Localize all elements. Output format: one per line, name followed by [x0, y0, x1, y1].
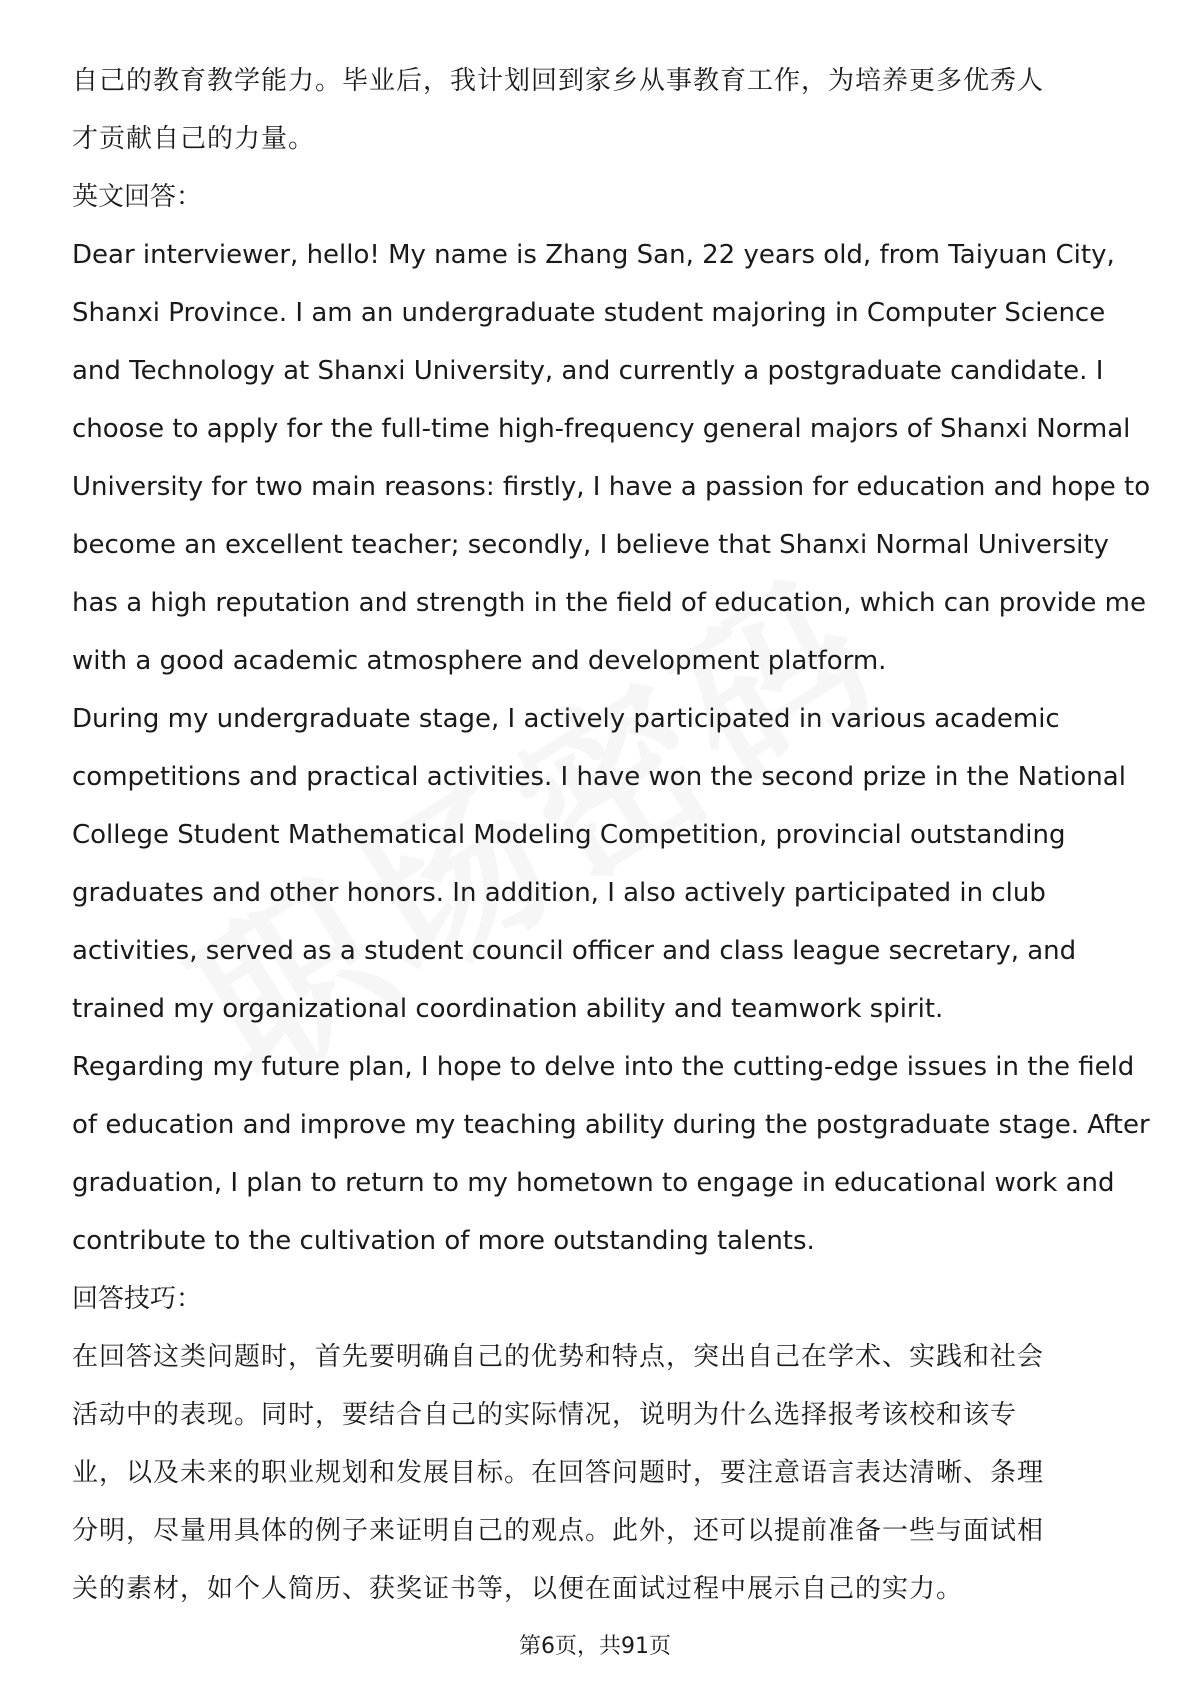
text-line: activities, served as a student council officer and class league secretary, and [72, 936, 1077, 966]
text-line: Dear interviewer, hello! My name is Zhang San, 22 years old, from Taiyuan City, [72, 240, 1115, 270]
text-line: 活动中的表现。同时，要结合自己的实际情况，说明为什么选择报考该校和该专 [72, 1400, 1018, 1430]
text-line: contribute to the cultivation of more outstanding talents. [72, 1226, 815, 1256]
text-line: has a high reputation and strength in the field of education, which can provide me [72, 588, 1146, 618]
english-answer-paragraphs [72, 226, 1151, 1270]
text-line: graduates and other honors. In addition, I also actively participated in club [72, 878, 1046, 908]
text-line: trained my organizational coordination ability and teamwork spirit. [72, 994, 944, 1024]
text-line: 业，以及未来的职业规划和发展目标。在回答问题时，要注意语言表达清晰、条理 [72, 1458, 1045, 1488]
text-line: Shanxi Province. I am an undergraduate student majoring in Computer Science [72, 298, 1106, 328]
page-number: 第6页，共91页 [519, 1634, 671, 1659]
document-body [72, 52, 1151, 1618]
text-line: 分明，尽量用具体的例子来证明自己的观点。此外，还可以提前准备一些与面试相 [72, 1516, 1045, 1546]
text-line: with a good academic atmosphere and development platform. [72, 646, 887, 676]
text-line: choose to apply for the full-time high-frequency general majors of Shanxi Normal [72, 414, 1131, 444]
text-line: During my undergraduate stage, I actively participated in various academic [72, 704, 1060, 734]
answer-tips-paragraph [72, 1328, 1132, 1618]
text-line: 自己的教育教学能力。毕业后，我计划回到家乡从事教育工作，为培养更多优秀人 [72, 66, 1045, 96]
text-line: University for two main reasons: firstly, I have a passion for education and hope to [72, 472, 1151, 502]
text-line: become an excellent teacher; secondly, I believe that Shanxi Normal University [72, 530, 1109, 560]
text-line: 在回答这类问题时，首先要明确自己的优势和特点，突出自己在学术、实践和社会 [72, 1342, 1045, 1372]
intro-paragraph [72, 52, 1132, 168]
text-line: Regarding my future plan, I hope to delve into the cutting-edge issues in the field [72, 1052, 1135, 1082]
text-line: 关的素材，如个人简历、获奖证书等，以便在面试过程中展示自己的实力。 [72, 1574, 964, 1604]
text-line: competitions and practical activities. I have won the second prize in the National [72, 762, 1126, 792]
answer-tips-heading: 回答技巧： [72, 1284, 203, 1314]
text-line: 才贡献自己的力量。 [72, 124, 316, 154]
text-line: College Student Mathematical Modeling Competition, provincial outstanding [72, 820, 1066, 850]
text-line: graduation, I plan to return to my hometown to engage in educational work and [72, 1168, 1115, 1198]
text-line: and Technology at Shanxi University, and currently a postgraduate candidate. I [72, 356, 1104, 386]
english-answer-heading: 英文回答： [72, 182, 203, 212]
text-line: of education and improve my teaching ability during the postgraduate stage. After [72, 1110, 1150, 1140]
